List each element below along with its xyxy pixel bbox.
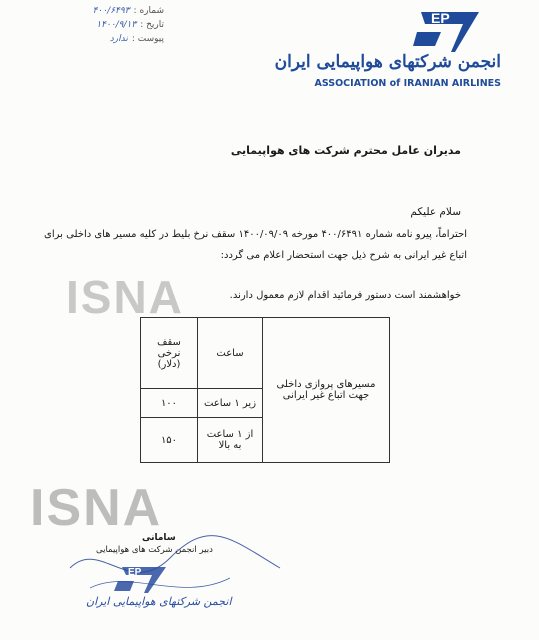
letter-date-row <box>14 18 164 32</box>
letter-number-label: شماره : <box>133 6 164 16</box>
time-cell: زیر ۱ ساعت <box>198 389 263 418</box>
association-name-fa: انجمن شرکتهای هواپیمایی ایران <box>274 52 501 72</box>
ep-logo-text: EP <box>431 10 450 26</box>
letter-number-row <box>14 4 164 18</box>
greeting: سلام علیکم <box>410 206 461 218</box>
table-header-row <box>141 318 390 389</box>
letter-body: احتراماً، پیرو نامه شماره ۴۰۰/۶۴۹۱ مورخه ۱۴۰۰/۰۹/۰۹ سقف نرخ بلیط در کلیه مسیر های داخلی برای اتباع غیر ایرانی به شرح ذیل جهت استحضار اعلام می گردد: <box>44 229 467 261</box>
cap-header: سقف نرخی (دلار) <box>141 318 198 389</box>
addressee: مدیران عامل محترم شرکت های هواپیمایی <box>230 144 461 157</box>
stamp-mark-text: EP <box>128 567 142 578</box>
letter-date-value: ۱۴۰۰/۹/۱۳ <box>96 20 137 30</box>
fare-cap-table <box>140 317 390 463</box>
letter-attachment-row <box>14 32 164 46</box>
time-cell: از ۱ ساعت به بالا <box>198 418 263 463</box>
cap-cell: ۱۰۰ <box>141 389 198 418</box>
isna-watermark: ISNA <box>30 479 163 537</box>
cap-cell: ۱۵۰ <box>141 418 198 463</box>
letter-attachment-label: پیوست : <box>131 34 164 44</box>
letter-attachment-value: ندارد <box>109 34 128 44</box>
letter-meta <box>14 4 164 46</box>
signer-name: سامانی <box>142 533 176 543</box>
ep-logo-icon <box>411 10 481 54</box>
association-name-en: ASSOCIATION of IRANIAN AIRLINES <box>314 78 501 89</box>
letter-number-value: ۴۰۰/۶۴۹۳ <box>92 6 130 16</box>
stamp-text: انجمن شرکتهای هواپیمایی ایران <box>86 595 232 608</box>
association-stamp <box>82 553 232 615</box>
signer-role: دبیر انجمن شرکت های هواپیمایی <box>96 545 213 555</box>
association-logo <box>274 10 521 90</box>
time-header: ساعت <box>198 318 263 389</box>
letter-closing: خواهشمند است دستور فرمائید اقدام لازم معمول دارند. <box>229 290 461 301</box>
route-cell: مسیرهای پروازی داخلی جهت اتباع غیر ایرانی <box>263 318 390 463</box>
isna-watermark: ISNA <box>66 271 184 323</box>
letter-date-label: تاریخ : <box>140 20 164 30</box>
